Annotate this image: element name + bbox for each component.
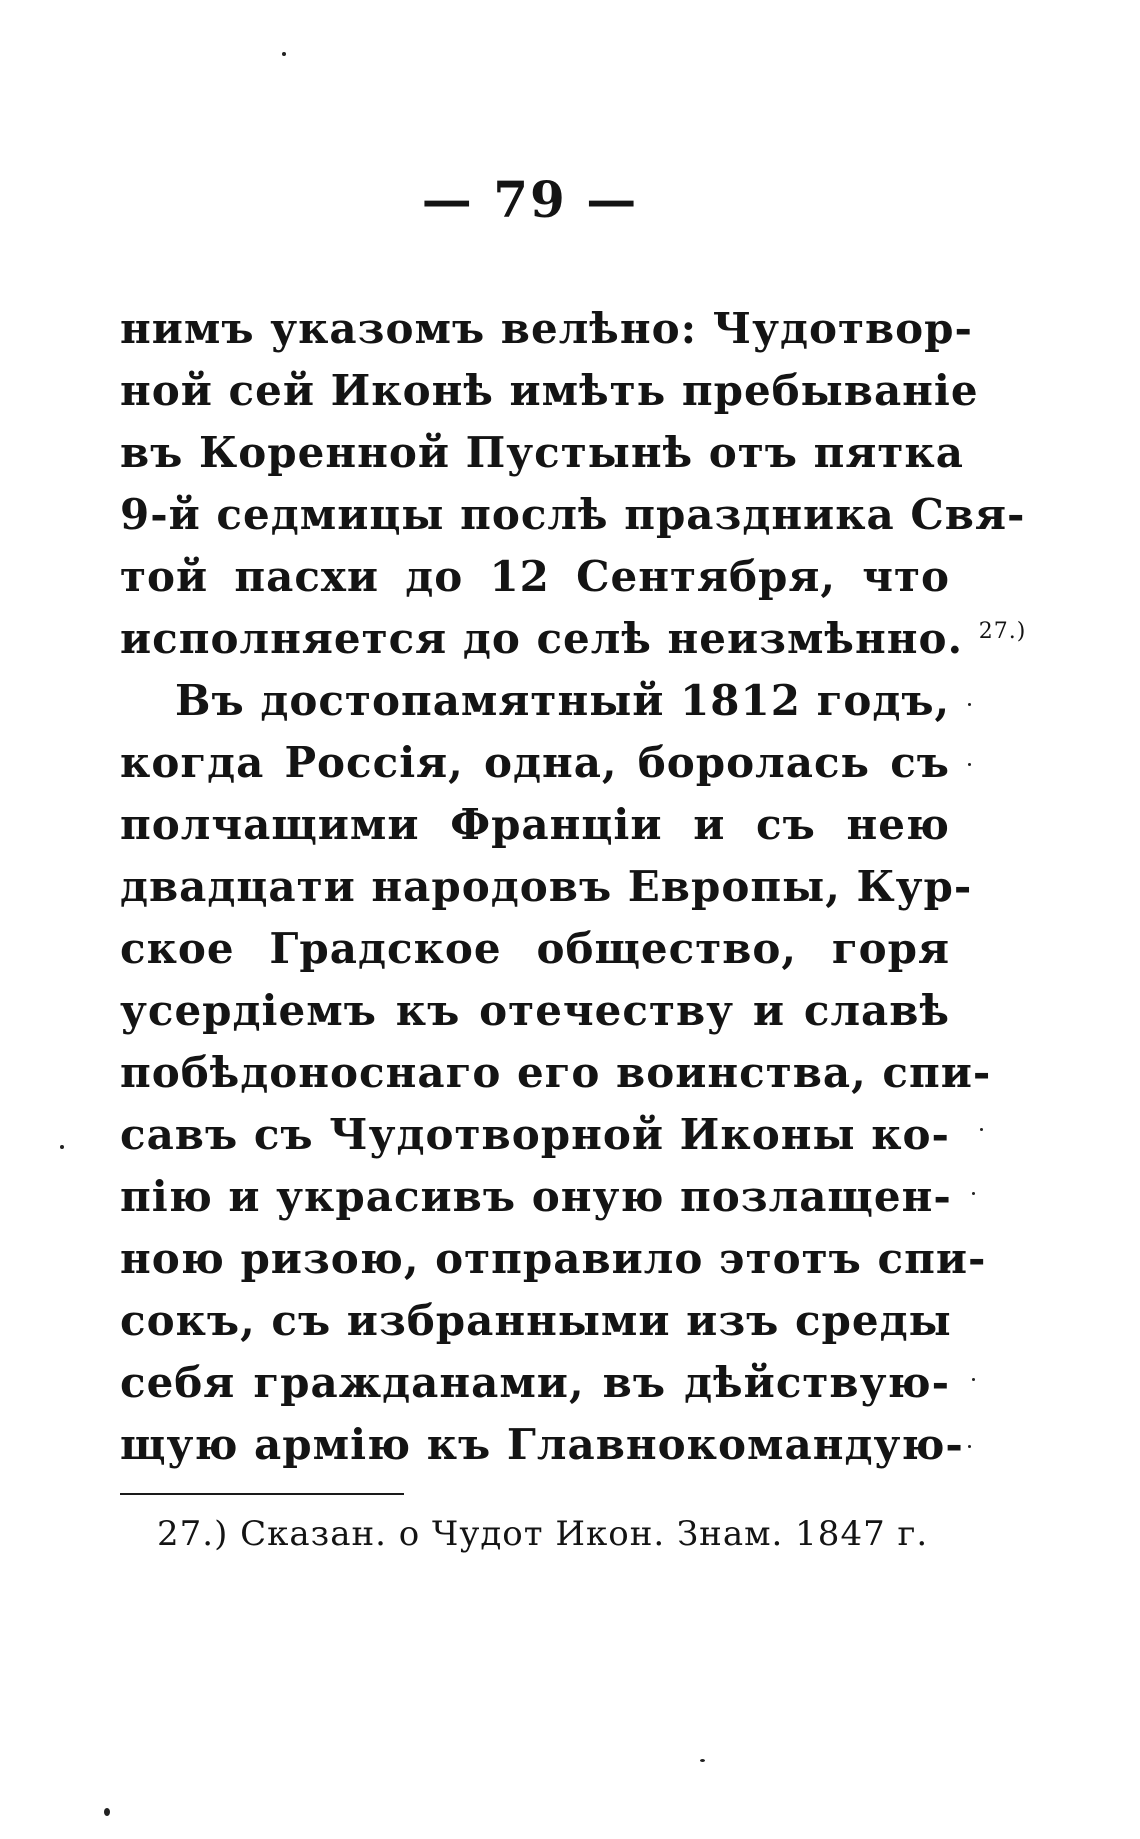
scan-speck <box>968 703 971 706</box>
text-line: ское Градское общество, горя <box>120 924 950 973</box>
page-number: — 79 — <box>421 170 639 229</box>
text-line: полчащими Франціи и съ нею <box>120 800 950 849</box>
scan-speck <box>972 1192 975 1195</box>
text-line: щую армію къ Главнокомандую- <box>120 1420 964 1469</box>
scan-speck <box>972 1378 975 1381</box>
text-line: той пасхи до 12 Сентября, что <box>120 552 950 601</box>
text-line: пію и украсивъ оную позлащен- <box>120 1172 952 1221</box>
text-line: ною ризою, отправило этотъ спи- <box>120 1234 987 1283</box>
text-line: ной сей Иконѣ имѣть пребываніе <box>120 366 979 415</box>
text-line: усердіемъ къ отечеству и славѣ <box>120 986 950 1035</box>
body-text <box>120 298 1027 1476</box>
text-line: когда Россія, одна, боролась съ <box>120 738 950 787</box>
scan-speck <box>60 1145 64 1149</box>
text-line: себя гражданами, въ дѣйствую- <box>120 1358 950 1407</box>
text-line: 9-й седмицы послѣ праздника Свя- <box>120 490 1026 539</box>
scan-speck <box>968 763 971 766</box>
footnote: 27.) Сказан. о Чудот Икон. Знам. 1847 г. <box>157 1514 929 1554</box>
text-line: нимъ указомъ велѣно: Чудотвор- <box>120 304 973 353</box>
scan-speck <box>980 1128 983 1131</box>
scan-speck <box>282 52 286 56</box>
text-line: двадцати народовъ Европы, Кур- <box>120 862 973 911</box>
footnote-divider <box>120 1493 404 1495</box>
scan-speck <box>968 1445 971 1448</box>
footnote-reference: 27.) <box>978 619 1027 644</box>
scan-speck <box>700 1759 705 1762</box>
text-line: савъ съ Чудотворной Иконы ко- <box>120 1110 950 1159</box>
scan-speck <box>104 1808 110 1816</box>
text-line: сокъ, съ избранными изъ среды <box>120 1296 952 1345</box>
text-line: въ Коренной Пустынѣ отъ пятка <box>120 428 964 477</box>
text-line: исполняется до селѣ неизмѣнно. $^{27.)}$ <box>120 614 1027 663</box>
text-line: побѣдоноснаго его воинства, спи- <box>120 1048 992 1097</box>
paragraph-first-line: Въ достопамятный 1812 годъ, <box>175 676 951 725</box>
